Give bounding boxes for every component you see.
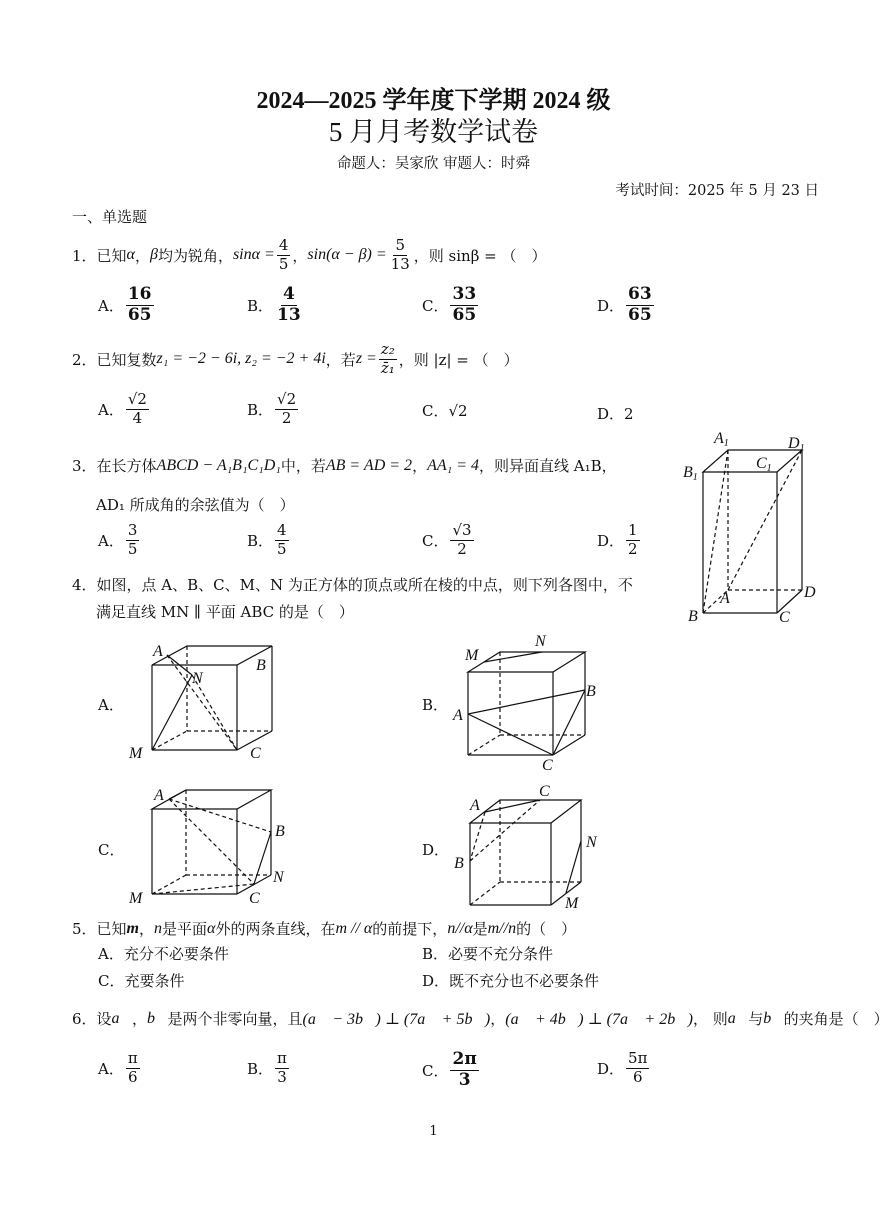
label-N: N	[535, 633, 546, 650]
label-M: M	[129, 890, 143, 907]
question-3-line2: AD₁ 所成角的余弦值为（ ）	[96, 496, 295, 514]
question-6: 6．设 a⃗ ， b⃗ 是两个非零向量，且 (a⃗ − 3b⃗) ⊥ (7a⃗ + 5b⃗) ， (a⃗ + 4b⃗) ⊥ (7a⃗ + 2b⃗) ， 则 a⃗ 与 b⃗ 的夹角是（ ）	[72, 1009, 889, 1028]
q3-option-d[interactable]: D． $\frac{1}{2}$	[597, 521, 638, 558]
label-B: B	[256, 657, 266, 674]
q6-option-c[interactable]: C． $\frac{2\pi}{3}$	[422, 1049, 477, 1090]
label-A: A	[453, 707, 463, 724]
exam-time: 考试时间：2025 年 5 月 23 日	[615, 183, 819, 199]
q1-option-a[interactable]: A． $\frac{16}{65}$	[98, 284, 152, 325]
label-A: A	[154, 787, 164, 804]
label-M: M	[129, 745, 143, 762]
label-B: B	[275, 823, 285, 840]
q6-option-b[interactable]: B． $\frac{\pi}{3}$	[247, 1049, 287, 1086]
q3-cuboid-figure	[680, 425, 830, 630]
label-C: C	[542, 757, 553, 774]
question-2: 2．已知复数 z₁ = −2 − 6i, z₂ = −2 + 4i ，若 z = $\frac{\text{z₂}}{\text{z̄₁}}$ ，则 |z| = （ ）	[72, 340, 519, 377]
label-C1: C1	[756, 455, 772, 474]
section-heading: 一、单选题	[72, 208, 148, 226]
label-B: B	[454, 855, 464, 872]
label-C: C	[539, 783, 550, 800]
label-N: N	[192, 670, 203, 687]
q4-cube-d	[448, 778, 613, 913]
q2-option-d[interactable]: D．2	[597, 405, 634, 423]
question-5: 5．已知 m ， n 是平面 α 外的两条直线，在 m // α 的前提下， n//α 是 m//n 的（ ）	[72, 919, 577, 938]
q5-option-a[interactable]: A．充分不必要条件	[98, 945, 229, 963]
q6-option-a[interactable]: A． $\frac{\pi}{6}$	[98, 1049, 138, 1086]
label-B1: B1	[683, 464, 698, 483]
label-B: B	[586, 683, 596, 700]
q5-option-b[interactable]: B．必要不充分条件	[422, 945, 554, 963]
page-number: 1	[429, 1124, 438, 1139]
label-N: N	[586, 834, 597, 851]
exam-title-line1: 2024—2025 学年度下学期 2024 级	[256, 88, 611, 114]
q1-option-d[interactable]: D． $\frac{63}{65}$	[597, 284, 652, 325]
q1-option-c[interactable]: C． $\frac{33}{65}$	[422, 284, 477, 325]
q3-option-c[interactable]: C． $\frac{√3}{2}$	[422, 521, 472, 558]
label-A: A	[153, 643, 163, 660]
label-C: C	[779, 609, 790, 626]
authors: 命题人：吴家欣 审题人：时舜	[336, 156, 531, 172]
fraction: $\frac{5}{13}$	[390, 236, 410, 273]
question-4-line1: 4．如图，点 A、B、C、M、N 为正方体的顶点或所在棱的中点，则下列各图中，不	[72, 576, 633, 594]
q2-option-c[interactable]: C．√2	[422, 402, 468, 420]
q1-option-b[interactable]: B． $\frac{4}{13}$	[247, 284, 301, 325]
q3-option-a[interactable]: A． $\frac{3}{5}$	[98, 521, 138, 558]
q5-option-d[interactable]: D．既不充分也不必要条件	[422, 972, 600, 990]
label-M: M	[465, 647, 479, 664]
q6-option-d[interactable]: D． $\frac{5\pi}{6}$	[597, 1049, 648, 1086]
question-4-line2: 满足直线 MN ∥ 平面 ABC 的是（ ）	[96, 603, 354, 621]
label-A: A	[470, 797, 480, 814]
q4-option-b[interactable]: B．	[422, 696, 449, 714]
label-D1: D1	[788, 435, 805, 454]
exam-title-line2: 5 月月考数学试卷	[328, 117, 539, 147]
q4-option-a[interactable]: A．	[98, 696, 124, 714]
label-A: A	[720, 590, 730, 607]
q2-option-b[interactable]: B． $\frac{√2}{2}$	[247, 390, 297, 427]
q4-cube-c	[125, 782, 290, 910]
question-1: 1．已知 α ， β 均为锐角， sinα = $\frac{4}{5}$ ， sin(α − β) = $\frac{5}{13}$ ，则 sinβ = （ ）	[72, 236, 547, 273]
q3-option-b[interactable]: B． $\frac{4}{5}$	[247, 521, 287, 558]
q4-option-d[interactable]: D．	[422, 841, 450, 859]
label-A1: A1	[714, 430, 729, 449]
label-B: B	[688, 608, 698, 625]
q4-option-c[interactable]: C．	[98, 841, 125, 859]
label-C: C	[249, 890, 260, 907]
label-D: D	[804, 584, 816, 601]
q5-option-c[interactable]: C．充要条件	[98, 972, 185, 990]
fraction: $\frac{4}{5}$	[278, 236, 289, 273]
q4-cube-a	[125, 638, 280, 766]
label-N: N	[273, 869, 284, 886]
label-M: M	[565, 895, 579, 912]
question-3-line1: 3．在长方体 ABCD − A₁B₁C₁D₁ 中，若 AB = AD = 2 ， AA₁ = 4 ，则异面直线 A₁B，	[72, 456, 617, 475]
label-C: C	[250, 745, 261, 762]
q2-option-a[interactable]: A． $\frac{√2}{4}$	[98, 390, 147, 427]
q4-cube-b	[445, 630, 605, 775]
